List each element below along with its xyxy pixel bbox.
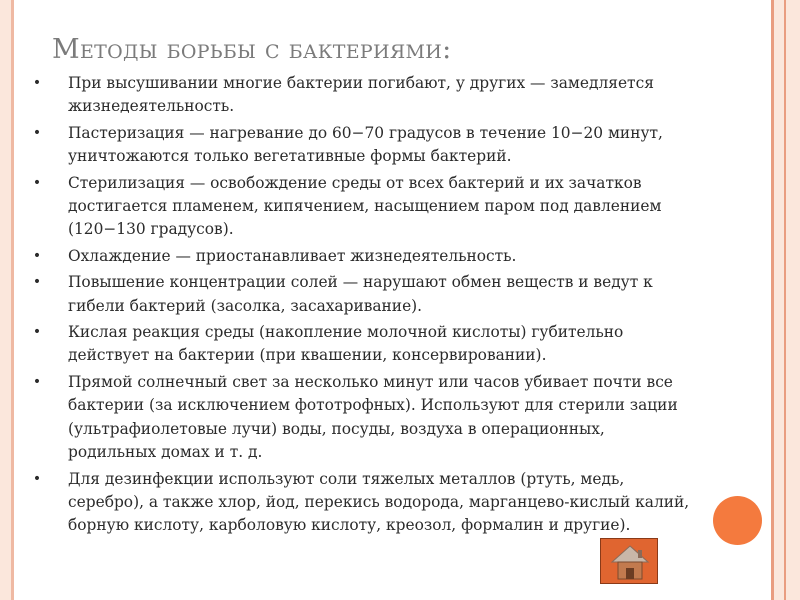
list-item-text: Охлаждение — приостанавливает жизнедеятельность. bbox=[68, 246, 517, 265]
bullet-marker: • bbox=[32, 324, 42, 341]
list-item bbox=[30, 468, 690, 538]
slide-title: Методы борьбы с бактериями: bbox=[52, 34, 452, 65]
bullet-marker: • bbox=[32, 75, 42, 91]
list-item bbox=[30, 321, 690, 368]
list-item-text: Повышение концентрации солей — нарушают обмен веществ и ведут к гибели бактерий (засолка, засахаривание). bbox=[68, 273, 653, 315]
bullet-marker: • bbox=[32, 470, 42, 487]
decorative-circle bbox=[713, 496, 762, 545]
list-item-text: Стерилизация — освобождение среды от всех бактерий и их зачатков достигается пламенем, кипячением, насыщением паром под давлением (120−130 градусов). bbox=[68, 173, 662, 239]
right-band bbox=[786, 0, 800, 600]
bullet-marker: • bbox=[32, 124, 42, 141]
list-item-text: Кислая реакция среды (накопление молочной кислоты) губительно действует на бактерии (при квашении, консервировании). bbox=[68, 323, 624, 365]
bullet-list bbox=[30, 72, 690, 541]
list-item-text: Для дезинфекции используют соли тяжелых металлов (ртуть, медь, серебро), а также хлор, йод, перекись водорода, марганцево-кислый калий, борную кислоту, карболовую кислоту, креозол, формалин и другие). bbox=[68, 469, 690, 535]
list-item bbox=[30, 122, 690, 169]
bullet-marker: • bbox=[32, 373, 42, 390]
bullet-marker: • bbox=[32, 174, 42, 191]
list-item bbox=[30, 72, 690, 119]
home-button[interactable] bbox=[600, 538, 658, 584]
list-item-text: Пастеризация — нагревание до 60−70 градусов в течение 10−20 минут, уничтожаются только вегетативные формы бактерий. bbox=[68, 123, 663, 166]
list-item bbox=[30, 371, 690, 465]
list-item-text: Прямой солнечный свет за несколько минут или часов убивает почти все бактерии (за исключением фототрофных). Используют для стерили зации (ультрафиолетовые лучи) воды, посуды, воздуха в операционных, родильных домах и т. д. bbox=[68, 372, 678, 462]
bullet-marker: • bbox=[32, 247, 42, 264]
right-band bbox=[774, 0, 784, 600]
home-icon bbox=[601, 539, 659, 585]
list-item bbox=[30, 271, 690, 318]
bullet-marker: • bbox=[32, 274, 42, 291]
list-item bbox=[30, 245, 690, 268]
list-item bbox=[30, 172, 690, 242]
list-item-text: При высушивании многие бактерии погибают, у других — замедляется жизнедеятельность. bbox=[68, 74, 654, 116]
